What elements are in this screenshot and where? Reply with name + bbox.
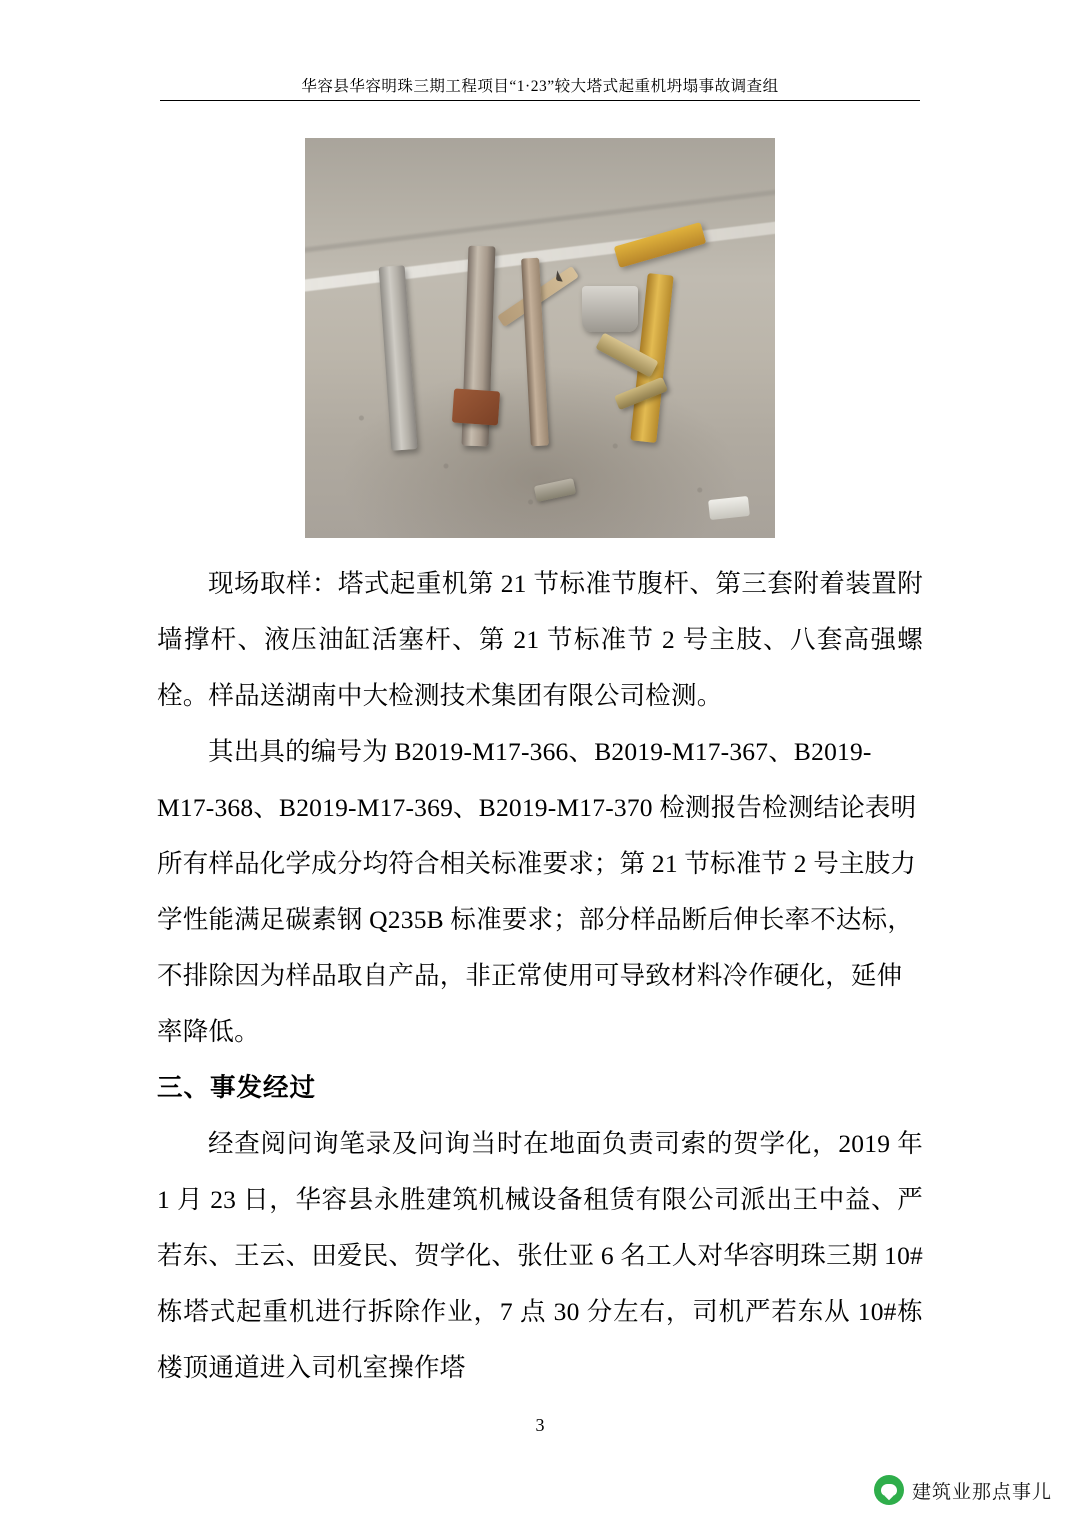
photo-white-object <box>708 496 750 520</box>
paragraph-sampling: 现场取样：塔式起重机第 21 节标准节腹杆、第三套附着装置附墙撑杆、液压油缸活塞杆、第 21 节标准节 2 号主肢、八套高强螺栓。样品送湖南中大检测技术集团有限公司检测。 <box>157 569 923 710</box>
body-text <box>157 556 923 1396</box>
photo-canvas <box>305 138 775 538</box>
watermark <box>874 1475 1052 1505</box>
page-header: 华容县华容明珠三期工程项目“1·23”较大塔式起重机坍塌事故调查组 <box>301 78 779 95</box>
photo-rusty-plate <box>452 388 500 425</box>
wechat-official-account-logo-icon <box>874 1475 904 1505</box>
evidence-photo <box>305 138 775 538</box>
photo-metal-bucket <box>582 286 638 332</box>
paragraph-test-reports: 其出具的编号为 B2019-M17-366、B2019-M17-367、B2019-M17-368、B2019-M17-369、B2019-M17-370 检测报告检测结论表明所有样品化学成分均符合相关标准要求；第 21 节标准节 2 号主肢力学性能满足碳素钢 Q235B 标准要求；部分样品断后伸长率不达标，不排除因为样品取自产品，非正常使用可导致材料冷作硬化，延伸率降低。 <box>157 737 917 1046</box>
watermark-label: 建筑业那点事儿 <box>911 1481 1052 1503</box>
header-divider <box>160 100 920 101</box>
paragraph-incident-process: 经查阅问询笔录及问询当时在地面负责司索的贺学化，2019 年 1 月 23 日，华容县永胜建筑机械设备租赁有限公司派出王中益、严若东、王云、田爱民、贺学化、张仕亚 6 名工人对华容明珠三期 10#栋塔式起重机进行拆除作业，7 点 30 分左右，司机严若东从 10#栋楼顶通道进入司机室操作塔 <box>157 1129 923 1382</box>
page-number: 3 <box>535 1415 545 1435</box>
section-heading-incident: 三、事发经过 <box>157 1073 317 1102</box>
